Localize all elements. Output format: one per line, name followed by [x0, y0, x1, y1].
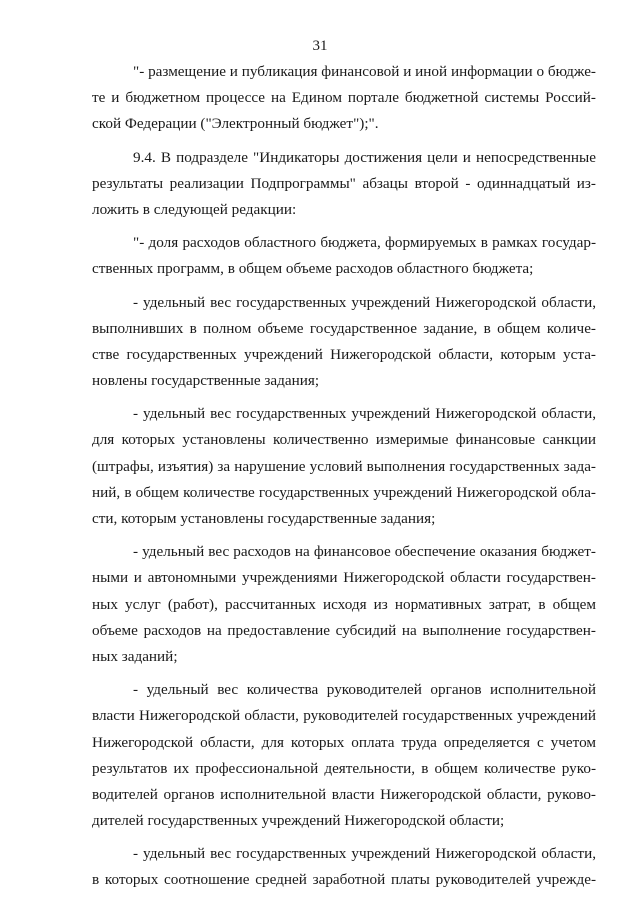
text-line: 9.4. В подразделе "Индикаторы достижения цели и непосредственные	[133, 148, 596, 166]
text-line: ных услуг (работ), рассчитанных исходя из нормативных затрат, в общем	[92, 595, 596, 613]
paragraph	[92, 59, 596, 138]
text-line: ственных программ, в общем объеме расходов областного бюджета;	[92, 260, 534, 278]
text-line: выполнивших в полном объеме государственное задание, в общем количе-	[92, 319, 596, 337]
text-line: сти, которым установлены государственные задания;	[92, 510, 436, 527]
text-line: новлены государственные задания;	[92, 372, 320, 390]
body-text	[92, 59, 596, 894]
text-line: - удельный вес государственных учреждений Нижегородской области,	[133, 845, 596, 863]
text-line: "- размещение и публикация финансовой и иной информации о бюдже-	[133, 63, 596, 80]
text-line: ных заданий;	[92, 647, 178, 665]
text-line: - удельный вес количества руководителей органов исполнительной	[133, 681, 596, 699]
text-line: "- доля расходов областного бюджета, формируемых в рамках государ-	[133, 234, 596, 252]
text-line: результаты реализации Подпрограммы" абзацы второй - одиннадцатый из-	[92, 174, 596, 192]
paragraph	[92, 145, 596, 224]
text-line: те и бюджетном процессе на Едином портале бюджетной системы Россий-	[92, 89, 596, 107]
paragraph	[92, 539, 596, 670]
paragraph	[92, 230, 596, 282]
text-line: ными и автономными учреждениями Нижегородской области государствен-	[92, 569, 596, 587]
text-line: власти Нижегородской области, руководителей государственных учреждений	[92, 707, 596, 725]
text-line: стве государственных учреждений Нижегородской области, которым уста-	[92, 345, 596, 363]
text-line: ской Федерации ("Электронный бюджет");".	[92, 115, 379, 133]
paragraph	[92, 677, 596, 834]
page-number: 31	[312, 38, 328, 54]
text-line: - удельный вес государственных учреждений Нижегородской области,	[133, 405, 596, 423]
text-line: дителей государственных учреждений Нижегородской области;	[92, 812, 505, 830]
text-line: водителей органов исполнительной власти Нижегородской области, руково-	[92, 785, 596, 803]
paragraph	[92, 290, 596, 395]
text-line: - удельный вес расходов на финансовое обеспечение оказания бюджет-	[133, 543, 596, 561]
text-line: результатов их профессиональной деятельности, в общем количестве руко-	[92, 759, 596, 777]
paragraph	[92, 401, 596, 532]
text-line: в которых соотношение средней заработной платы руководителей учрежде-	[92, 871, 596, 889]
text-line: (штрафы, изъятия) за нарушение условий выполнения государственных зада-	[92, 457, 596, 475]
text-line: ложить в следующей редакции:	[92, 200, 297, 218]
text-line: для которых установлены количественно измеримые финансовые санкции	[92, 431, 596, 449]
text-line: объеме расходов на предоставление субсидий на выполнение государствен-	[92, 621, 596, 639]
paragraph	[92, 841, 596, 893]
text-line: ний, в общем количестве государственных учреждений Нижегородской обла-	[92, 483, 596, 501]
text-line: - удельный вес государственных учреждений Нижегородской области,	[133, 293, 596, 311]
text-line: Нижегородской области, для которых оплата труда определяется с учетом	[92, 733, 596, 751]
